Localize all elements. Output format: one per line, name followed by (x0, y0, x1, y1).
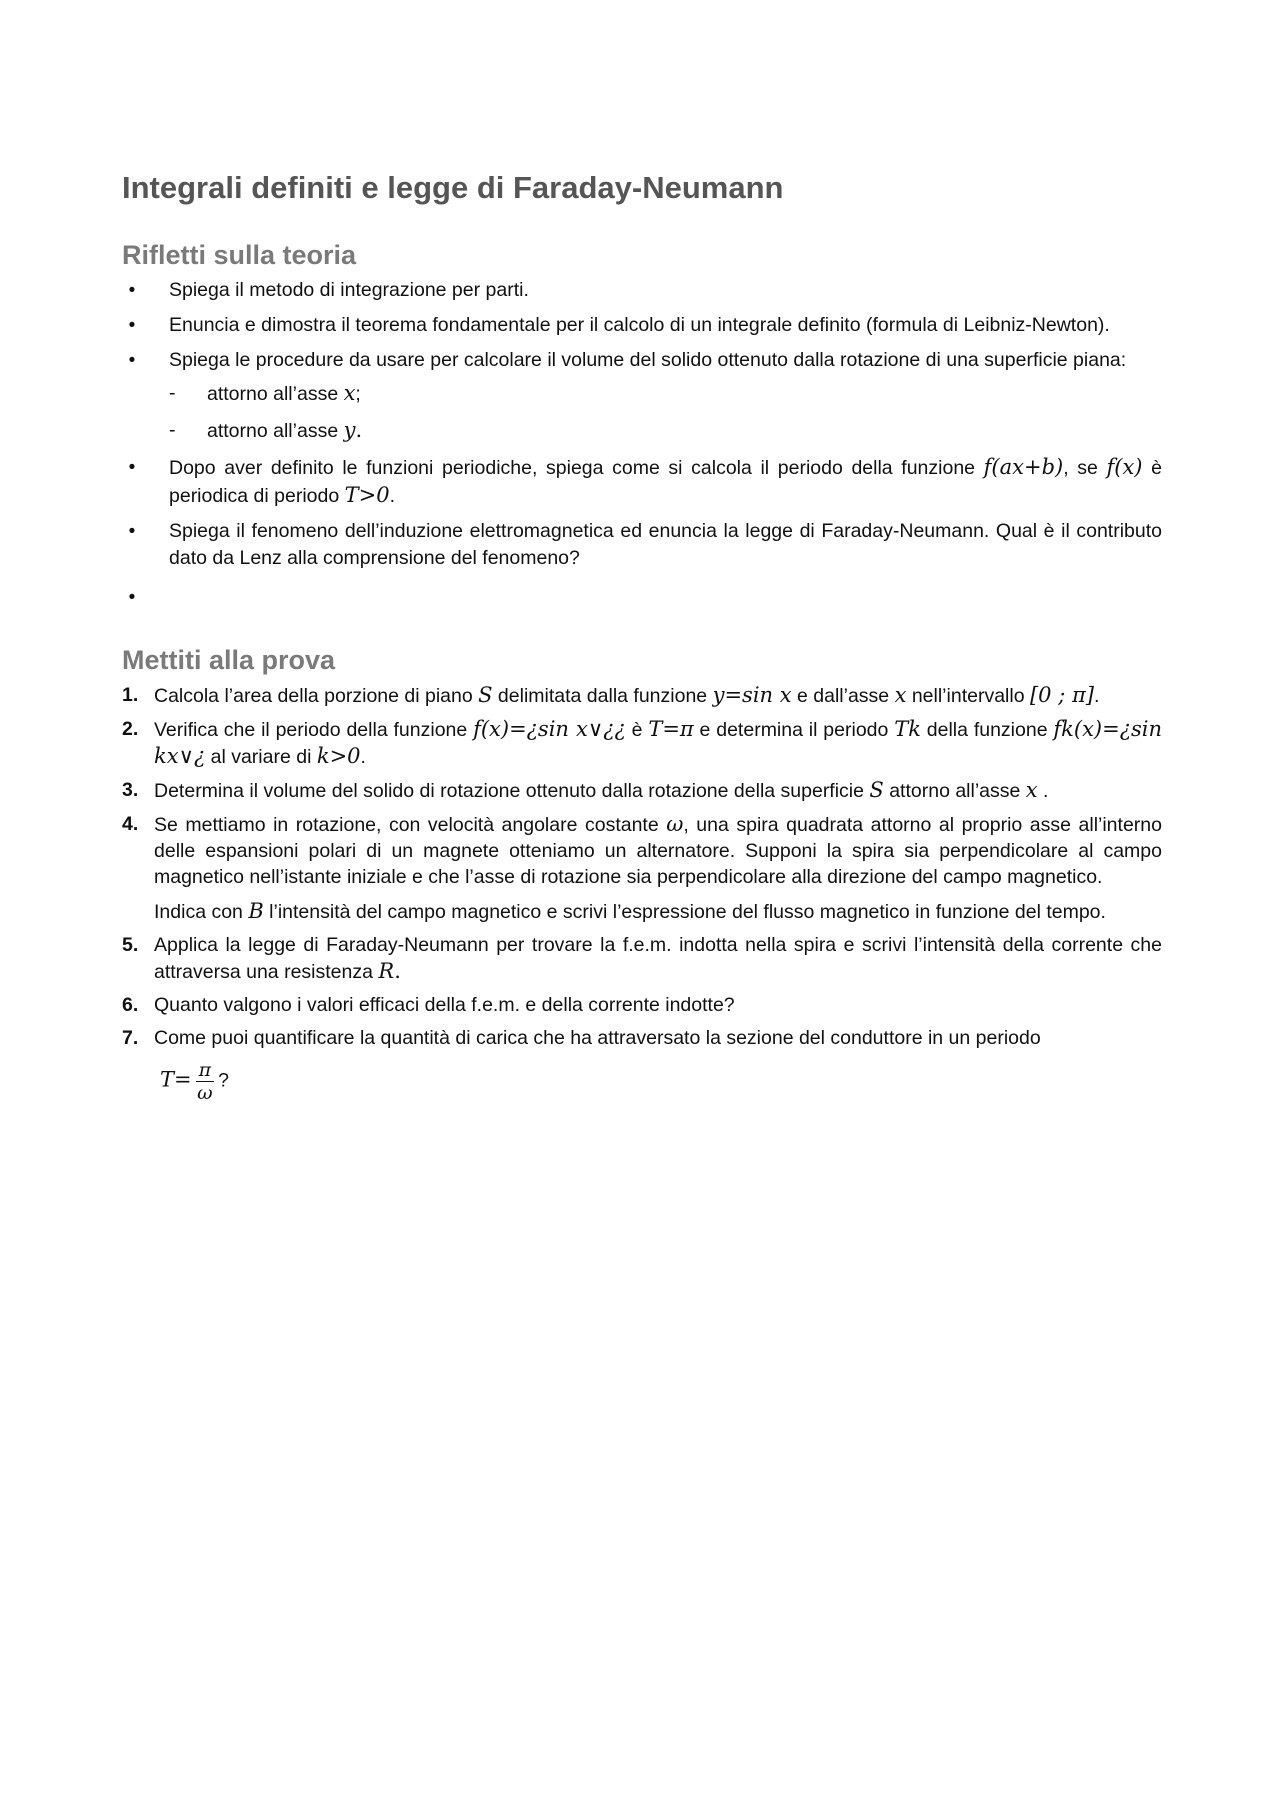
problem-number: 7. (122, 1027, 139, 1049)
list-item-text: è periodica di periodo (169, 457, 1162, 507)
sub-list (169, 380, 1162, 445)
bullet-icon: • (128, 280, 136, 301)
list-item-text: Enuncia e dimostra il teorema fondamentale per il calcolo di un integrale definito (formula di Leibniz-Newton). (169, 314, 1110, 336)
list-item (122, 454, 1162, 510)
list-item-text: Spiega il metodo di integrazione per parti. (169, 279, 529, 301)
problem-text: attorno all’asse (883, 780, 1026, 802)
bullet-icon: • (128, 457, 136, 478)
problem-text: Determina il volume del solido di rotazione ottenuto dalla rotazione della superficie (154, 780, 870, 802)
problem-text: l’intensità del campo magnetico e scrivi l’espressione del flusso magnetico in funzione del tempo. (263, 901, 1106, 923)
problem-text: nell’intervallo (906, 685, 1030, 707)
math-expression: [0 ; π] (1029, 683, 1094, 707)
math-expression: f(x) (1106, 455, 1143, 479)
page-title: Integrali definiti e legge di Faraday-Neumann (122, 170, 784, 205)
list-item (122, 312, 1162, 339)
math-expression: T=π (648, 717, 694, 741)
math-expression: f(ax+b) (983, 455, 1064, 479)
bullet-icon: • (128, 521, 136, 542)
problem-text: Applica la legge di Faraday-Neumann per trovare la f.e.m. indotta nella spira e scrivi l’intensità della corrente che attraversa una resistenza (154, 934, 1162, 983)
fraction (196, 1059, 215, 1104)
math-expression: S (869, 778, 884, 802)
list-item-text: Spiega il fenomeno dell’induzione elettromagnetica ed enuncia la legge di Faraday-Neumann. Qual è il contributo dato da Lenz alla comprensione del fenomeno? (169, 520, 1162, 569)
section-heading-theory: Rifletti sulla teoria (122, 240, 357, 270)
problem-text: delimitata dalla funzione (492, 685, 713, 707)
problem-item (122, 932, 1162, 985)
problem-text: e determina il periodo (693, 719, 895, 741)
problem-paragraph (154, 898, 1162, 925)
list-item-text: Dopo aver definito le funzioni periodiche, spiega come si calcola il periodo della funzione (169, 457, 984, 479)
problem-item (122, 1025, 1162, 1104)
problem-text: . (1093, 685, 1100, 707)
problem-number: 1. (122, 684, 139, 706)
bullet-icon: • (128, 350, 136, 371)
problem-text: . (1037, 780, 1049, 802)
math-expression: y (343, 418, 356, 442)
math-expression: Tk (894, 717, 921, 741)
problem-item (122, 682, 1162, 709)
math-expression: T>0 (344, 483, 390, 507)
math-expression: x (343, 381, 356, 405)
problem-item (122, 992, 1162, 1018)
problem-text: . (360, 746, 366, 768)
problem-text: Quanto valgono i valori efficaci della f.e.m. e della corrente indotte? (154, 994, 735, 1016)
problem-text: . (394, 959, 401, 983)
list-item (122, 347, 1162, 445)
problem-item (122, 777, 1162, 804)
bullet-icon: • (128, 587, 136, 608)
math-expression: ω (666, 812, 684, 836)
problem-text: , una spira quadrata attorno al proprio asse all’interno delle espansioni polari di un magnete otteniamo un alternatore. Supponi la spira sia perpendicolare al campo magnetico nell’istante iniziale e che l’asse di rotazione sia perpendicolare alla direzione del campo magnetico. (154, 814, 1162, 888)
document-content (122, 170, 1162, 1111)
math-expression: k>0 (316, 744, 361, 768)
bullet-icon: • (128, 315, 136, 336)
list-item (122, 518, 1162, 572)
problem-text: è (625, 719, 649, 741)
list-item-text: , se (1063, 457, 1107, 479)
sub-item-end: . (355, 418, 363, 442)
problem-number: 4. (122, 813, 139, 835)
problem-text: Verifica che il periodo della funzione (154, 719, 474, 741)
problem-text: Come puoi quantificare la quantità di carica che ha attraversato la sezione del conduttore in un periodo (154, 1027, 1041, 1049)
math-expression: T= (160, 1067, 192, 1092)
problem-item (122, 811, 1162, 925)
sub-item-text: attorno all’asse (207, 420, 344, 442)
math-expression: f(x)=¿sin x∨¿¿ (473, 717, 626, 741)
math-expression: B (248, 899, 264, 923)
list-item (122, 277, 1162, 304)
math-expression: x (894, 683, 907, 707)
fraction-denominator: ω (197, 1082, 213, 1104)
math-expression: x (1025, 778, 1038, 802)
problem-text: della funzione (920, 719, 1054, 741)
problem-number: 2. (122, 718, 139, 740)
list-item-empty (122, 584, 1162, 611)
problem-number: 6. (122, 994, 139, 1016)
math-expression: R (378, 959, 395, 983)
sub-item-end: ; (355, 383, 361, 405)
practice-list (122, 682, 1162, 1104)
problem-text: Calcola l’area della porzione di piano (154, 685, 479, 707)
section-heading-practice: Mettiti alla prova (122, 645, 336, 675)
math-expression: y=sin x (712, 683, 792, 707)
sub-list-item (169, 417, 1162, 445)
problem-text: e dall’asse (791, 685, 895, 707)
list-item-text: Spiega le procedure da usare per calcolare il volume del solido ottenuto dalla rotazione di una superficie piana: (169, 349, 1127, 371)
problem-text: Indica con (154, 901, 249, 923)
problem-item (122, 716, 1162, 770)
dash-icon: - (169, 419, 176, 441)
sub-list-item (169, 380, 1162, 408)
math-expression: fk(x)=¿sin kx∨¿ (154, 717, 1162, 768)
problem-number: 3. (122, 779, 139, 801)
fraction-numerator: π (196, 1059, 215, 1082)
problem-text: Se mettiamo in rotazione, con velocità angolare costante (154, 814, 667, 836)
theory-list (122, 277, 1162, 611)
dash-icon: - (169, 382, 176, 404)
problem-number: 5. (122, 934, 139, 956)
sub-item-text: attorno all’asse (207, 383, 344, 405)
problem-text: ? (218, 1069, 229, 1092)
problem-text: al variare di (205, 746, 317, 768)
period-formula (160, 1059, 1162, 1104)
list-item-text: . (389, 485, 396, 507)
math-expression: S (478, 683, 493, 707)
